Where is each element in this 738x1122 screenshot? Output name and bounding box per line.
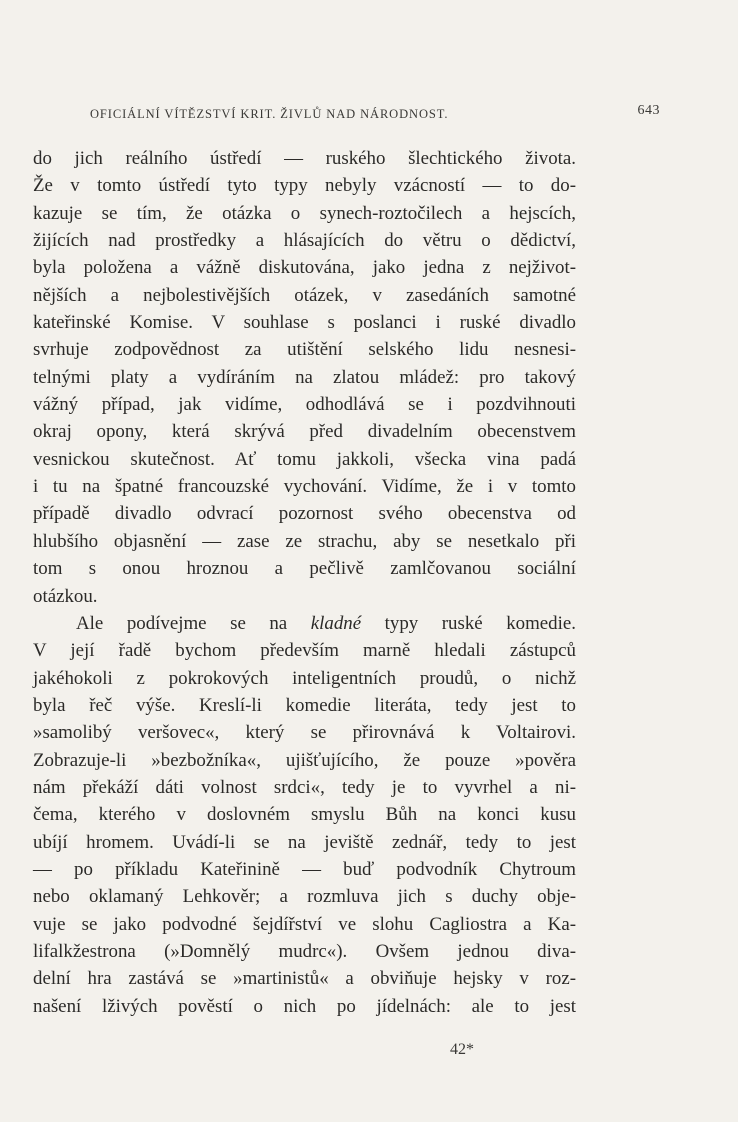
text-line: otázkou. xyxy=(33,585,98,607)
paragraph-lead: Ale podívejme se na kladné typy ruské komedie. xyxy=(76,612,576,634)
text-line: kateřinské Komise. V souhlase s poslanci i ruské divadlo xyxy=(33,312,576,334)
text-line: V její řadě bychom především marně hledali zástupců xyxy=(33,640,576,662)
text-line: — po příkladu Kateřinině — buď podvodník Chytroum xyxy=(33,858,576,880)
running-title: OFICIÁLNÍ VÍTĚZSTVÍ KRIT. ŽIVLŮ NAD NÁRODNOST. xyxy=(90,107,449,121)
signature-mark: 42* xyxy=(450,1041,474,1058)
text-line: našení lživých pověstí o nich po jídelnách: ale to jest xyxy=(33,995,576,1017)
text-line: Že v tomto ústředí tyto typy nebyly vzácností — to do- xyxy=(33,175,576,197)
text-line: delní hra zastává se »martinistů« a obviňuje hejsky v roz- xyxy=(33,968,576,990)
text-line: »samolibý veršovec«, který se přirovnává k Voltairovi. xyxy=(33,722,576,744)
text-line: okraj opony, která skrývá před divadelním obecenstvem xyxy=(33,421,576,443)
text-line: vuje se jako podvodné šejdířství ve slohu Cagliostra a Ka- xyxy=(33,913,576,935)
text-line: Zobrazuje-li »bezbožníka«, ujišťujícího, že pouze »pověra xyxy=(33,749,576,771)
body-text xyxy=(33,145,576,1020)
text-line: kazuje se tím, že otázka o synech-roztočilech a hejscích, xyxy=(33,202,576,224)
text-line: nějších a nejbolestivějších otázek, v zasedáních samotné xyxy=(33,284,576,306)
text-line: žijících nad prostředky a hlásajících do větru o dědictví, xyxy=(33,230,576,252)
running-header xyxy=(90,103,660,127)
text-line: jakéhokoli z pokrokových inteligentních proudů, o nichž xyxy=(33,667,576,689)
text-line: nám překáží dáti volnost srdci«, tedy je to vyvrhel a ni- xyxy=(33,776,576,798)
text-line: svrhuje zodpovědnost za utištění selského lidu nesnesi- xyxy=(33,339,576,361)
page-number: 643 xyxy=(637,103,660,118)
text-line: byla položena a vážně diskutována, jako jedna z nejživot- xyxy=(33,257,576,279)
text-line: do jich reálního ústředí — ruského šlechtického života. xyxy=(33,148,576,169)
text-line: ubíjí hromem. Uvádí-li se na jeviště zednář, tedy to jest xyxy=(33,831,576,853)
text-line: čema, kterého v doslovném smyslu Bůh na konci kusu xyxy=(33,804,576,826)
text-line: lifalkžestrona (»Domnělý mudrc«). Ovšem jednou diva- xyxy=(33,940,576,962)
text-line: hlubšího objasnění — zase ze strachu, aby se nesetkalo při xyxy=(33,530,576,552)
text-line: telnými platy a vydíráním na zlatou mládež: pro takový xyxy=(33,366,576,388)
text-line: vesnickou skutečnost. Ať tomu jakkoli, všecka vina padá xyxy=(33,448,576,470)
text-line: tom s onou hroznou a pečlivě zamlčovanou sociální xyxy=(33,558,576,580)
text-line: i tu na špatné francouzské vychování. Vidíme, že i v tomto xyxy=(33,476,576,498)
paragraph-first-line xyxy=(33,610,576,637)
text-line: případě divadlo odvrací pozornost svého obecenstva od xyxy=(33,503,576,525)
text-line: nebo oklamaný Lehkověr; a rozmluva jich s duchy obje- xyxy=(33,886,576,908)
text-line: byla řeč výše. Kreslí-li komedie literáta, tedy jest to xyxy=(33,694,576,716)
text-line: vážný případ, jak vidíme, odhodlává se i pozdvihnouti xyxy=(33,394,576,416)
